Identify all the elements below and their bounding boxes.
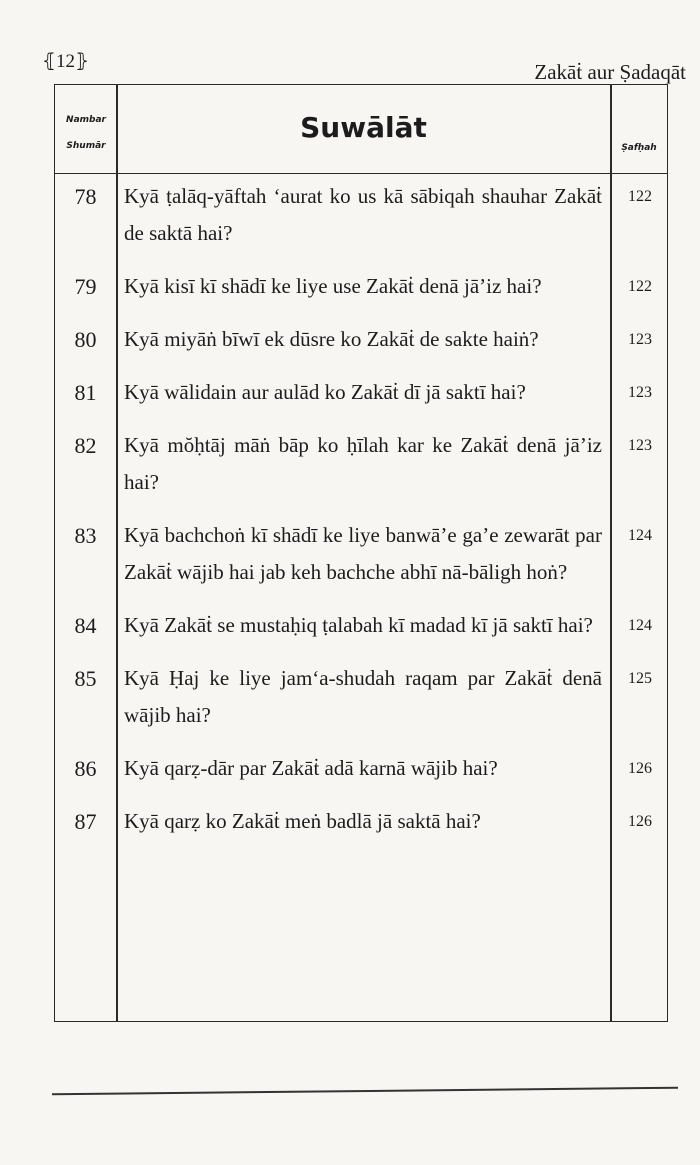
row-number: 87 <box>74 809 97 834</box>
row-number: 86 <box>74 756 97 781</box>
row-question: Kyā bachchoṅ kī shādī ke liye banwā’e ga’e zewarāt par Zakāṫ wājib hai jab keh bachche abhī nā-bāligh hoṅ? <box>124 523 602 584</box>
table-row <box>55 656 667 746</box>
row-number: 83 <box>74 523 97 548</box>
contents-table <box>54 84 668 1022</box>
table-row <box>55 370 667 423</box>
running-title: Zakāṫ aur Ṣadaqāt <box>534 60 686 84</box>
row-number: 82 <box>74 433 97 458</box>
row-page: 123 <box>628 384 652 401</box>
table-row <box>55 264 667 317</box>
table-header <box>55 85 667 174</box>
table-row <box>55 423 667 513</box>
row-page: 125 <box>628 670 652 687</box>
row-page: 124 <box>628 527 652 544</box>
row-number: 78 <box>74 184 97 209</box>
table-row <box>55 799 667 852</box>
row-question: Kyā ṭalāq-yāftah ‘aurat ko us kā sābiqah shauhar Zakāṫ de saktā hai? <box>124 184 602 245</box>
header-title: Suwālāt <box>300 111 427 144</box>
page-number: ⦃12⦄ <box>42 51 89 72</box>
footer-rule <box>52 1087 678 1095</box>
row-question: Kyā qarẓ-dār par Zakāṫ adā karnā wājib hai? <box>124 756 498 780</box>
header-number-line2: Shumār <box>66 141 106 151</box>
row-question: Kyā Ḥaj ke liye jam‘a-shudah raqam par Zakāṫ denā wājib hai? <box>124 666 602 727</box>
row-question: Kyā kisī kī shādī ke liye use Zakāṫ denā jā’iz hai? <box>124 274 542 298</box>
row-page: 122 <box>628 278 652 295</box>
header-page: Ṣafḥah <box>621 143 657 153</box>
row-page: 123 <box>628 437 652 454</box>
row-question: Kyā qarẓ ko Zakāṫ meṅ badlā jā saktā hai? <box>124 809 481 833</box>
header-number <box>57 107 115 159</box>
row-page: 126 <box>628 813 652 830</box>
row-number: 79 <box>74 274 97 299</box>
table-row <box>55 513 667 603</box>
row-page: 123 <box>628 331 652 348</box>
table-row <box>55 174 667 264</box>
row-question: Kyā miyāṅ bīwī ek dūsre ko Zakāṫ de sakte haiṅ? <box>124 327 539 351</box>
row-number: 84 <box>74 613 97 638</box>
row-number: 80 <box>74 327 97 352</box>
header-number-line1: Nambar <box>66 115 106 125</box>
row-number: 81 <box>74 380 97 405</box>
table-row <box>55 317 667 370</box>
row-question: Kyā mŏḥtāj māṅ bāp ko ḥīlah kar ke Zakāṫ denā jā’iz hai? <box>124 433 602 494</box>
row-number: 85 <box>74 666 97 691</box>
table-body <box>55 174 667 852</box>
row-question: Kyā wālidain aur aulād ko Zakāṫ dī jā saktī hai? <box>124 380 526 404</box>
row-question: Kyā Zakāṫ se mustaḥiq ṭalabah kī madad kī jā saktī hai? <box>124 613 593 637</box>
page-number-value: 12 <box>55 51 75 72</box>
table-row <box>55 603 667 656</box>
row-page: 124 <box>628 617 652 634</box>
row-page: 122 <box>628 188 652 205</box>
row-page: 126 <box>628 760 652 777</box>
table-row <box>55 746 667 799</box>
